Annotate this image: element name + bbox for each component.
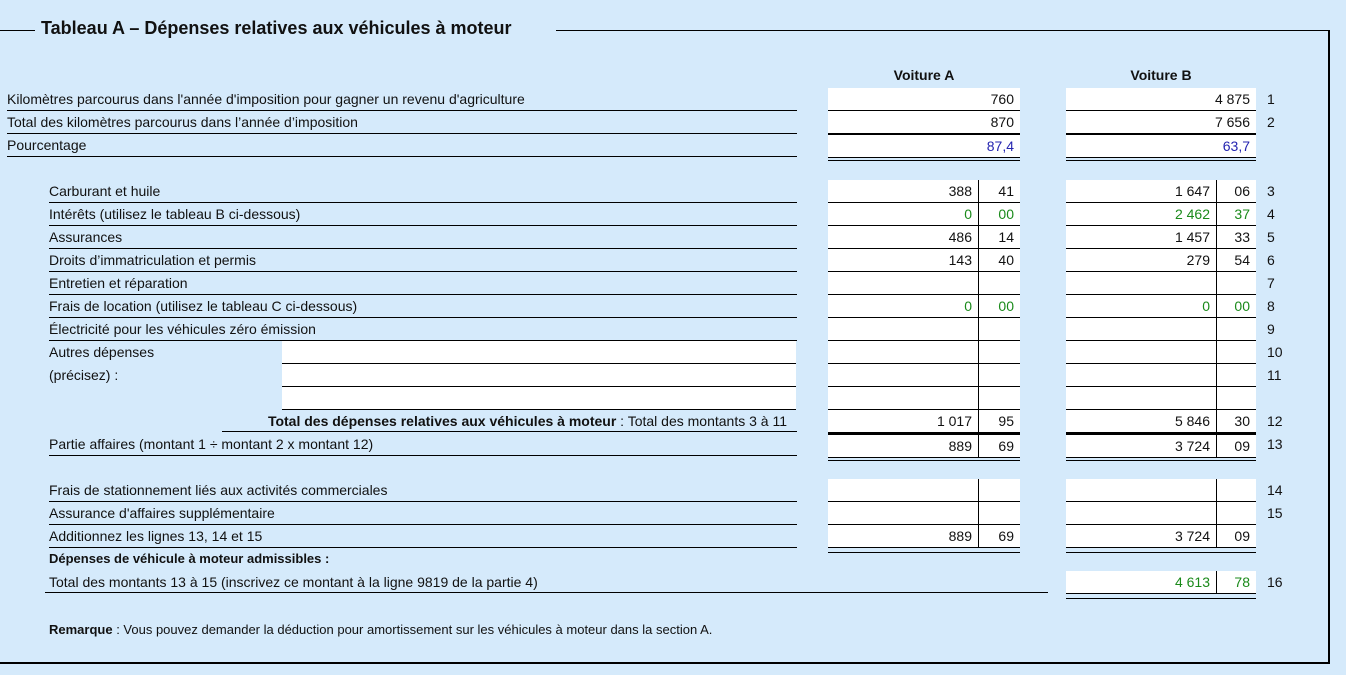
label-expense: Entretien et réparation (49, 272, 797, 295)
cents (1217, 272, 1256, 294)
input-extra-car-a[interactable] (828, 479, 1020, 502)
label-specify: (précisez) : (49, 367, 119, 383)
cents (1217, 318, 1256, 340)
double-rule (1066, 596, 1256, 599)
input-other-3-car-b[interactable] (1066, 387, 1256, 412)
total-expenses-car-b (1066, 410, 1256, 435)
label-km-total: Total des kilomètres parcourus dans l’année d’imposition (7, 111, 797, 134)
dollars (828, 479, 979, 501)
input-expense-car-b[interactable] (1066, 249, 1256, 272)
cents: 69 (998, 438, 1014, 454)
cents: 41 (998, 183, 1014, 199)
input-expense-car-a[interactable] (828, 318, 1020, 341)
dollars: 279 (1066, 249, 1217, 271)
heading-allowable-expenses: Dépenses de véhicule à moteur admissibles : (49, 551, 330, 566)
total-expenses-car-a (828, 410, 1020, 435)
label-allowable-total: Total des montants 13 à 15 (inscrivez ce montant à la ligne 9819 de la partie 4) (45, 571, 1048, 593)
label-expense: Intérêts (utilisez le tableau B ci-dessous) (49, 203, 797, 226)
value: 760 (990, 91, 1014, 107)
dollars: 1 647 (1066, 180, 1217, 202)
dollars: 1 017 (828, 410, 979, 432)
dollars: 3 724 (1066, 525, 1217, 547)
cents (979, 318, 1020, 340)
line-number: 3 (1267, 183, 1275, 199)
label-extra: Assurance d'affaires supplémentaire (49, 502, 797, 525)
cents (979, 272, 1020, 294)
percentage-car-a (828, 135, 1020, 158)
dollars (1066, 318, 1217, 340)
cents (1217, 502, 1256, 524)
cents: 00 (998, 206, 1014, 222)
cents: 95 (998, 413, 1014, 429)
input-expense-car-a[interactable] (828, 226, 1020, 249)
dollars (1066, 502, 1217, 524)
cents: 40 (998, 252, 1014, 268)
line-number: 10 (1267, 344, 1283, 360)
dollars (828, 502, 979, 524)
double-rule (1066, 458, 1256, 461)
cents: 00 (998, 298, 1014, 314)
dollars: 889 (828, 435, 979, 457)
input-other-2-car-a[interactable] (828, 364, 1020, 387)
allowable-total-car-b (1066, 571, 1256, 594)
dollars: 889 (828, 525, 979, 547)
business-part-car-a (828, 435, 1020, 458)
frame-line (0, 662, 1330, 664)
line-number: 16 (1267, 574, 1283, 590)
input-other-1-car-a[interactable] (828, 341, 1020, 364)
other-expense-description-1[interactable] (282, 340, 796, 364)
frame-line (0, 30, 35, 31)
remark-label: Remarque (49, 622, 113, 637)
label-business-part: Partie affaires (montant 1 ÷ montant 2 x montant 12) (49, 433, 797, 456)
double-rule (1066, 158, 1256, 161)
dollars: 3 724 (1066, 435, 1217, 457)
double-rule (828, 158, 1020, 161)
label-bold: Total des dépenses relatives aux véhicules à moteur (267, 413, 617, 429)
cents (979, 479, 1020, 501)
label-expense: Droits d’immatriculation et permis (49, 249, 797, 272)
dollars (828, 318, 979, 340)
double-rule (828, 550, 1020, 553)
label-expense: Électricité pour les véhicules zéro émission (49, 318, 797, 341)
input-other-3-car-a[interactable] (828, 387, 1020, 412)
label-expense: Assurances (49, 226, 797, 249)
label-rest: : Total des montants 3 à 11 (616, 413, 787, 429)
input-km-farming-car-b[interactable] (1066, 88, 1256, 111)
line-number: 11 (1267, 367, 1282, 383)
input-expense-car-a[interactable] (828, 272, 1020, 295)
other-expense-description-2[interactable] (282, 364, 796, 387)
label-expense: Frais de location (utilisez le tableau C ci-dessous) (49, 295, 797, 318)
value: 87,4 (986, 138, 1014, 154)
frame-line (556, 30, 1329, 31)
dollars (1066, 479, 1217, 501)
cents (979, 502, 1020, 524)
line-number: 15 (1267, 505, 1283, 521)
section-title: Tableau A – Dépenses relatives aux véhicules à moteur (41, 18, 512, 38)
double-rule (1066, 550, 1256, 553)
input-expense-car-a[interactable] (828, 203, 1020, 226)
label-percentage: Pourcentage (7, 134, 797, 157)
line-number: 4 (1267, 206, 1275, 222)
line-number: 2 (1267, 114, 1275, 130)
value: 7 656 (1214, 114, 1250, 130)
cents: 06 (1234, 183, 1250, 199)
label-expense: Carburant et huile (49, 180, 797, 203)
line-number: 1 (1267, 91, 1275, 107)
line-number: 7 (1267, 275, 1275, 291)
input-expense-car-b[interactable] (1066, 295, 1256, 318)
line-number: 14 (1267, 482, 1283, 498)
percentage-car-b (1066, 135, 1256, 158)
dollars: 143 (828, 249, 979, 271)
label-total-expenses (222, 410, 797, 432)
business-part-car-b (1066, 435, 1256, 458)
frame-line (1328, 30, 1330, 663)
cents: 30 (1234, 413, 1250, 429)
input-extra-car-a[interactable] (828, 502, 1020, 527)
cents: 33 (1234, 229, 1250, 245)
input-expense-car-b[interactable] (1066, 272, 1256, 295)
input-km-farming-car-a[interactable] (828, 88, 1020, 111)
value: 870 (990, 114, 1014, 130)
column-header-car-b: Voiture B (1130, 67, 1192, 83)
cents: 54 (1234, 252, 1250, 268)
line-number: 8 (1267, 298, 1275, 314)
value: 4 875 (1214, 91, 1250, 107)
dollars: 486 (828, 226, 979, 248)
dollars: 2 462 (1066, 203, 1217, 225)
other-expense-description-3[interactable] (282, 387, 796, 410)
cents: 00 (1234, 298, 1250, 314)
dollars: 0 (828, 203, 979, 225)
cents: 09 (1234, 528, 1250, 544)
dollars: 5 846 (1066, 410, 1217, 432)
dollars: 388 (828, 180, 979, 202)
dollars: 1 457 (1066, 226, 1217, 248)
cents: 09 (1234, 438, 1250, 454)
input-expense-car-b[interactable] (1066, 318, 1256, 341)
label-extra: Additionnez les lignes 13, 14 et 15 (49, 525, 797, 548)
line-number: 9 (1267, 321, 1275, 337)
remark-text: : Vous pouvez demander la déduction pour amortissement sur les véhicules à moteur dans la section A. (112, 622, 713, 637)
input-expense-car-a[interactable] (828, 180, 1020, 203)
input-expense-car-a[interactable] (828, 249, 1020, 272)
line-number: 13 (1267, 436, 1283, 452)
cents: 69 (998, 528, 1014, 544)
line-number: 6 (1267, 252, 1275, 268)
input-other-2-car-b[interactable] (1066, 364, 1256, 387)
input-extra-car-a (828, 525, 1020, 548)
input-km-total-car-a[interactable] (828, 111, 1020, 136)
cents: 78 (1234, 574, 1250, 590)
label-km-farming: Kilomètres parcourus dans l'année d'imposition pour gagner un revenu d'agriculture (7, 88, 797, 111)
input-extra-car-b (1066, 525, 1256, 548)
line-number: 12 (1267, 413, 1283, 429)
column-header-car-a: Voiture A (893, 67, 955, 83)
dollars (1066, 272, 1217, 294)
label-extra: Frais de stationnement liés aux activités commerciales (49, 479, 797, 502)
value: 63,7 (1222, 138, 1250, 154)
remark-note (49, 622, 712, 637)
line-number: 5 (1267, 229, 1275, 245)
cents: 14 (998, 229, 1014, 245)
label-other-expenses: Autres dépenses (49, 344, 155, 360)
dollars: 4 613 (1066, 571, 1217, 593)
input-km-total-car-b[interactable] (1066, 111, 1256, 136)
input-expense-car-b[interactable] (1066, 226, 1256, 249)
dollars (828, 272, 979, 294)
input-expense-car-a[interactable] (828, 295, 1020, 318)
input-expense-car-b[interactable] (1066, 180, 1256, 203)
input-other-1-car-b[interactable] (1066, 341, 1256, 364)
input-extra-car-b[interactable] (1066, 479, 1256, 502)
cents (1217, 479, 1256, 501)
cents: 37 (1234, 206, 1250, 222)
dollars: 0 (1066, 295, 1217, 317)
dollars: 0 (828, 295, 979, 317)
input-extra-car-b[interactable] (1066, 502, 1256, 527)
input-expense-car-b[interactable] (1066, 203, 1256, 226)
double-rule (828, 458, 1020, 461)
